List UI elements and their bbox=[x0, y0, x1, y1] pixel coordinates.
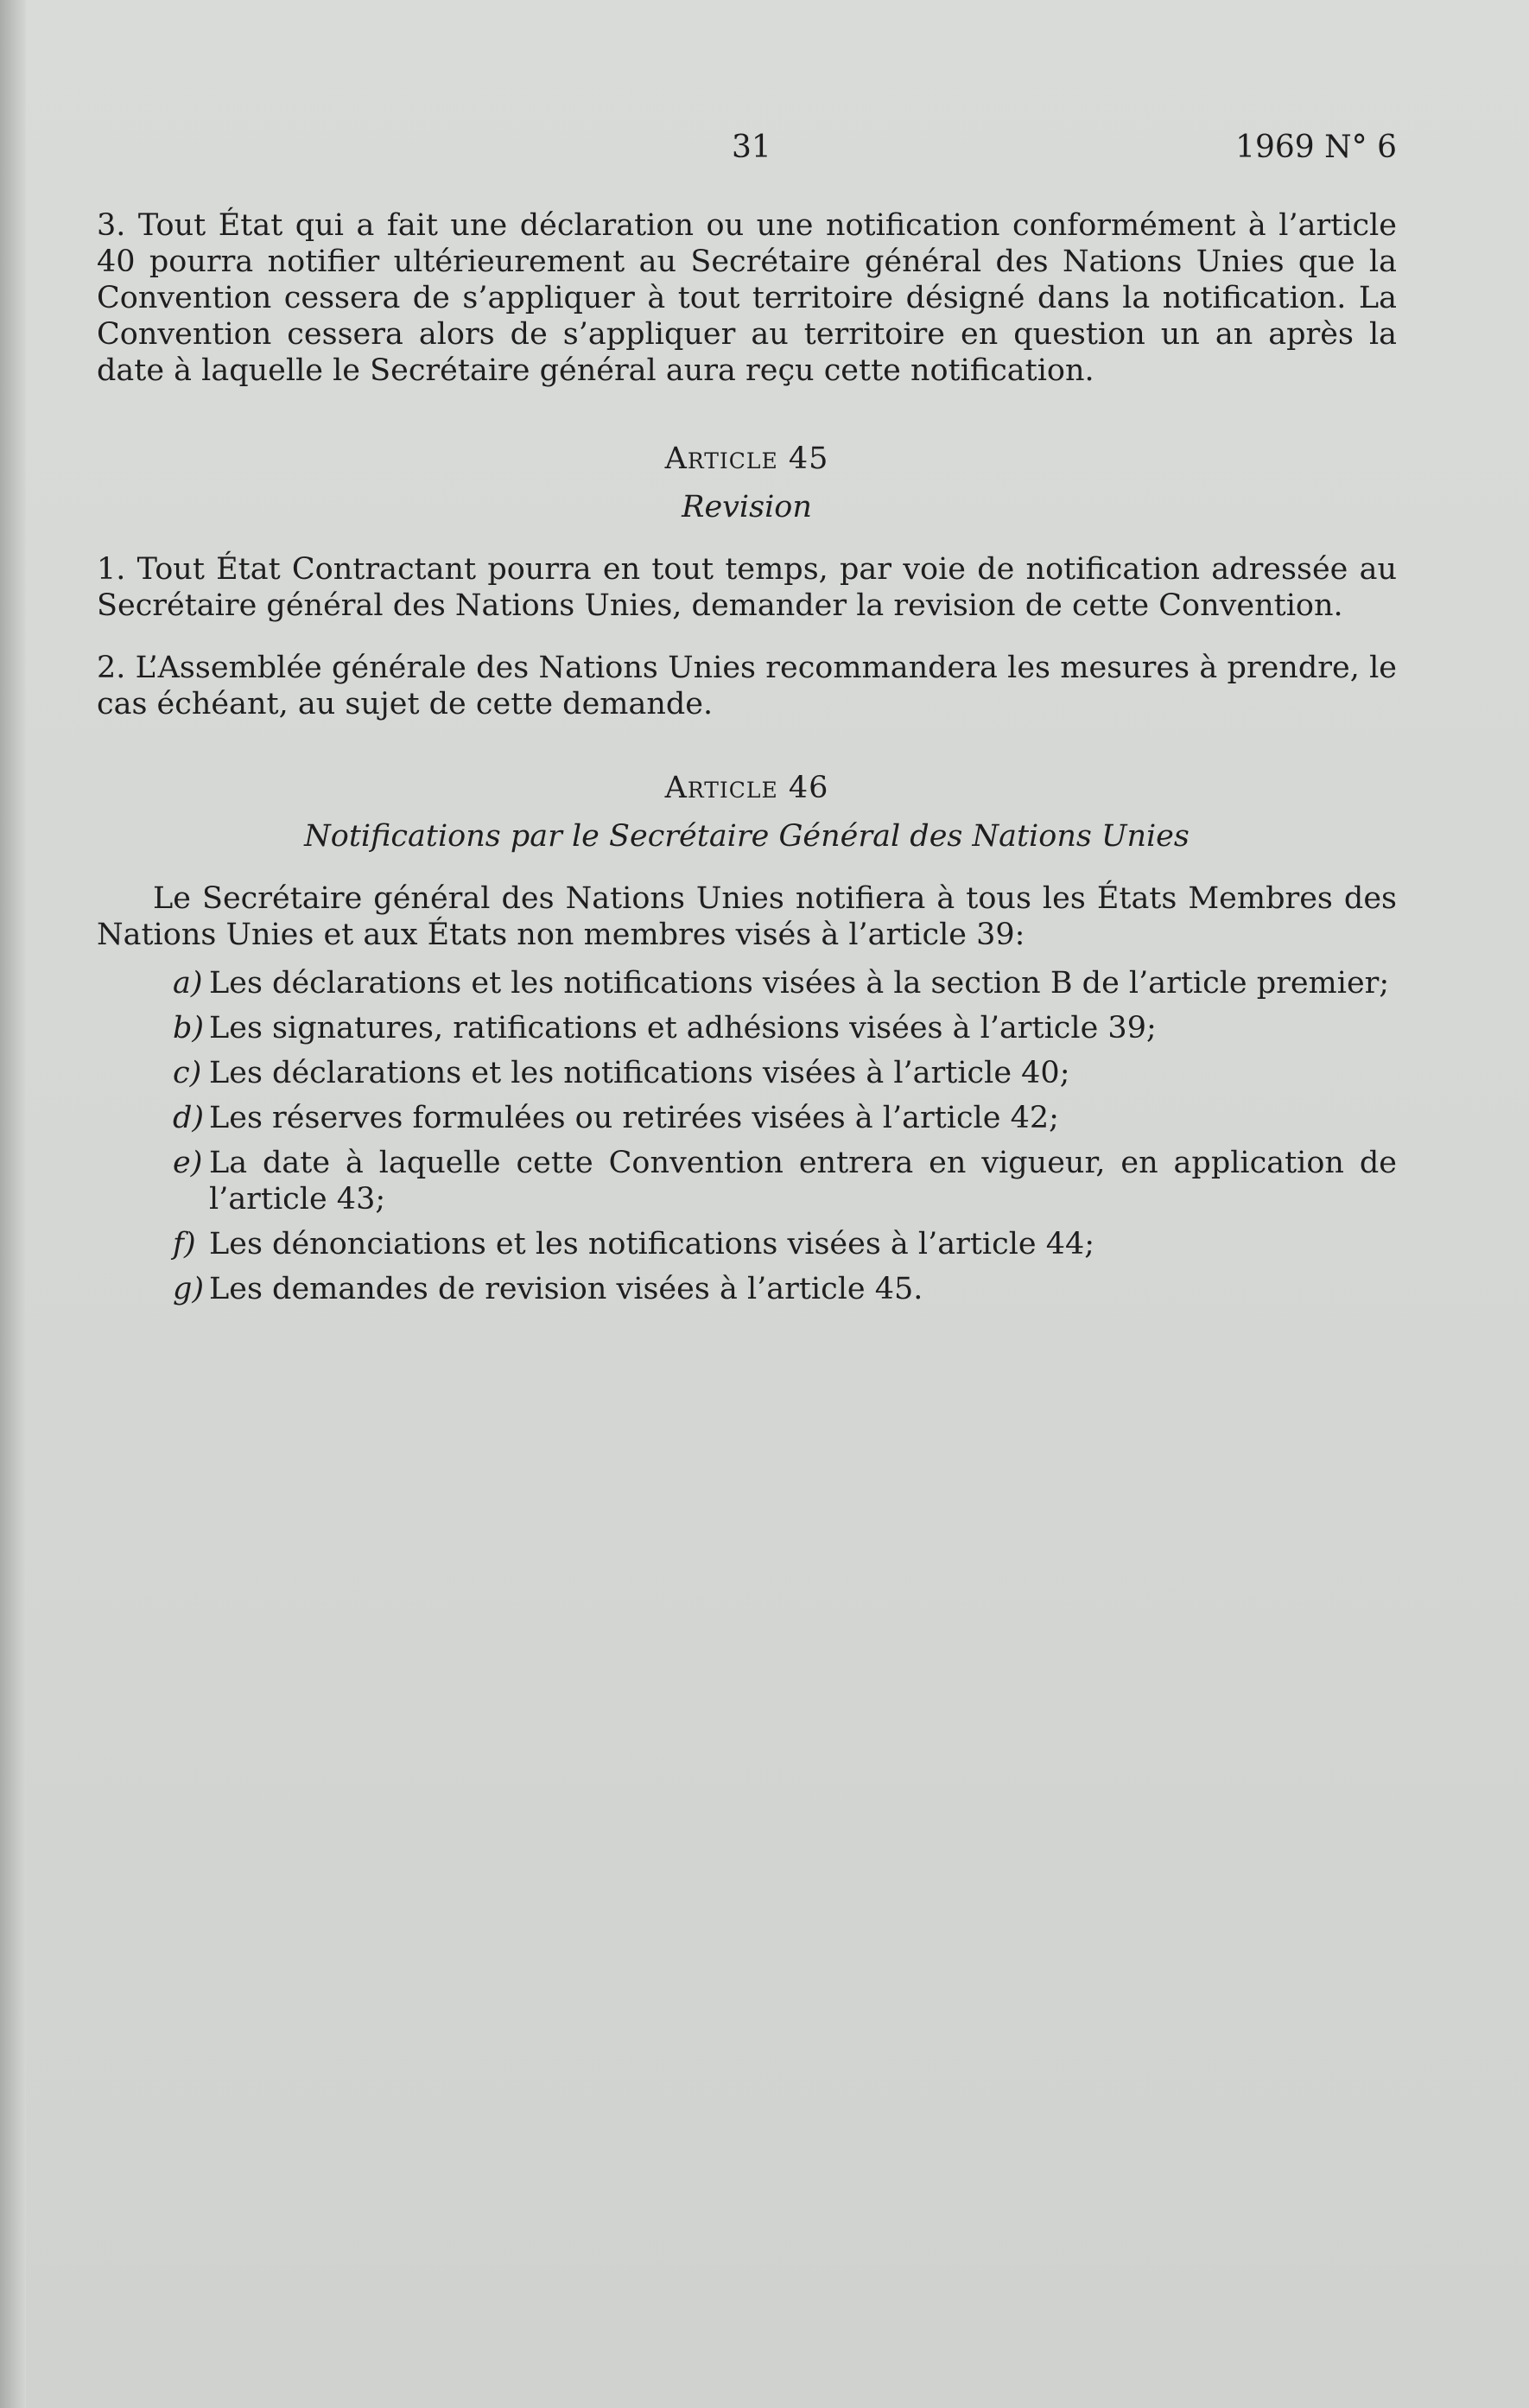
list-item bbox=[173, 1271, 1397, 1307]
list-item-text: Les dénonciations et les notifications visées à l’article 44; bbox=[209, 1227, 1095, 1261]
list-item-letter: b) bbox=[173, 1011, 205, 1045]
list-item-text: Les demandes de revision visées à l’article 45. bbox=[209, 1272, 923, 1306]
article-45-subtitle: Revision bbox=[682, 490, 812, 524]
list-item-text: La date à laquelle cette Convention entrera en vigueur, en application de l’article 43; bbox=[209, 1146, 1397, 1217]
article-45-paragraph-2: 2. L’Assemblée générale des Nations Unies recommandera les mesures à prendre, le cas échéant, au sujet de cette demande. bbox=[97, 651, 1397, 721]
list-item bbox=[173, 1010, 1397, 1046]
list-item bbox=[173, 1055, 1397, 1091]
page-number: 31 bbox=[732, 130, 771, 165]
article-45-heading: Article 45 bbox=[664, 442, 829, 476]
article-46-intro: Le Secrétaire général des Nations Unies notifiera à tous les États Membres des Nations Unies et aux États non membres visés à l’article 39: bbox=[97, 881, 1397, 952]
list-item-letter: a) bbox=[173, 966, 203, 1001]
list-item-letter: e) bbox=[173, 1146, 203, 1180]
notification-list bbox=[97, 965, 1397, 1307]
list-item-text: Les déclarations et les notifications visées à la section B de l’article premier; bbox=[209, 966, 1390, 1001]
article-44-paragraph-3: 3. Tout État qui a fait une déclaration ou une notification conformément à l’article 40 pourra notifier ultérieurement au Secrétaire général des Nations Unies que la Convention cessera de s’appliquer à tout territoire désigné dans la notification. La Convention cessera alors de s’appliquer au territoire en question un an après la date à laquelle le Secrétaire général aura reçu cette notification. bbox=[97, 208, 1397, 388]
list-item-text: Les déclarations et les notifications visées à l’article 40; bbox=[209, 1056, 1070, 1090]
list-item bbox=[173, 1226, 1397, 1262]
page-header bbox=[97, 130, 1397, 173]
list-item bbox=[173, 1145, 1397, 1217]
page-body bbox=[97, 207, 1397, 1316]
list-item-letter: g) bbox=[173, 1272, 205, 1306]
list-item-text: Les réserves formulées ou retirées visées à l’article 42; bbox=[209, 1101, 1059, 1135]
list-item-letter: f) bbox=[173, 1227, 196, 1261]
list-item-text: Les signatures, ratifications et adhésions visées à l’article 39; bbox=[209, 1011, 1157, 1045]
article-46 bbox=[97, 770, 1397, 1307]
list-item-letter: c) bbox=[173, 1056, 202, 1090]
list-item-letter: d) bbox=[173, 1101, 205, 1135]
article-46-subtitle: Notifications par le Secrétaire Général des Nations Unies bbox=[304, 819, 1190, 854]
list-item bbox=[173, 1100, 1397, 1136]
article-46-heading: Article 46 bbox=[664, 771, 829, 805]
article-45-paragraph-1: 1. Tout État Contractant pourra en tout temps, par voie de notification adressée au Secrétaire général des Nations Unies, demander la revision de cette Convention. bbox=[97, 552, 1397, 623]
list-item bbox=[173, 965, 1397, 1001]
document-reference: 1969 N° 6 bbox=[1235, 130, 1397, 165]
article-45 bbox=[97, 441, 1397, 722]
binding-edge bbox=[0, 0, 26, 2408]
